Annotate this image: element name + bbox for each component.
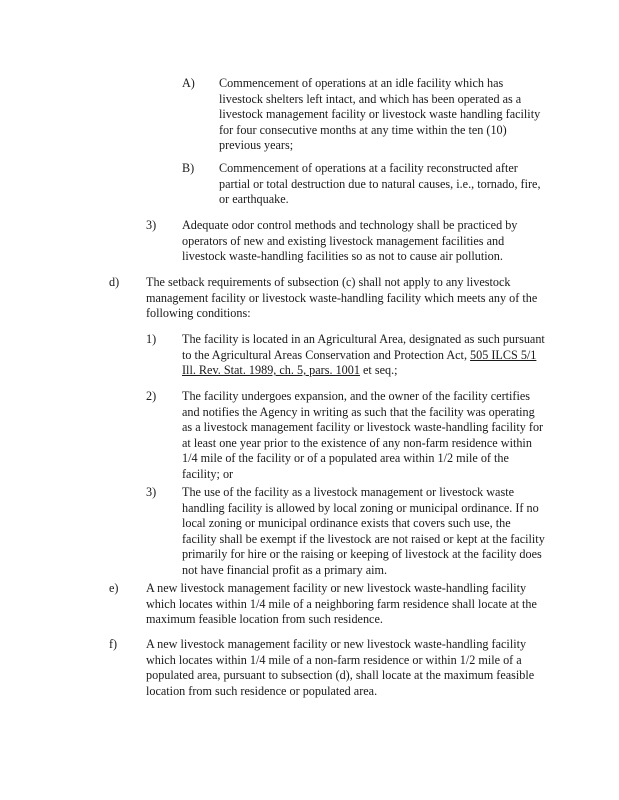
text-segment: to the Agricultural Areas Conservation and Protection Act,: [182, 347, 467, 362]
text-line: livestock waste-handling facilities so as not to cause air pollution.: [182, 249, 503, 264]
item-text: [182, 218, 517, 265]
statute-citation: 505 ILCS 5/1: [470, 347, 537, 362]
text-line: local zoning or municipal ordinance exists that covers such use, the: [182, 516, 511, 531]
item-label: 3): [146, 485, 157, 499]
text-line: [182, 363, 545, 379]
text-line: facility; or: [182, 466, 234, 481]
item-text: [146, 275, 537, 322]
text-line: primarily for hire or the raising or keeping of livestock at the facility does: [182, 547, 542, 562]
item-label: d): [109, 275, 120, 289]
text-line: previous years;: [219, 138, 294, 153]
text-line: which locates within 1/4 mile of a non-farm residence or within 1/2 mile of a: [146, 652, 522, 667]
text-line: operators of new and existing livestock management facilities and: [182, 233, 505, 248]
text-line: The facility is located in an Agricultural Area, designated as such pursuant: [182, 332, 545, 346]
item-text: [182, 332, 545, 379]
item-text: [182, 485, 545, 579]
text-line: or earthquake.: [219, 192, 289, 207]
text-line: location from such residence or populated area.: [146, 683, 378, 698]
text-line: following conditions:: [146, 306, 251, 321]
text-line: livestock shelters left intact, and which has been operated as a: [219, 91, 522, 106]
item-label: f): [109, 637, 118, 651]
item-text: [146, 637, 534, 699]
item-label: e): [109, 581, 119, 595]
text-segment: et seq.;: [363, 363, 398, 378]
text-line: A new livestock management facility or new livestock waste-handling facility: [146, 637, 527, 651]
text-line: Adequate odor control methods and technology shall be practiced by: [182, 218, 518, 232]
text-line: management facility or livestock waste-handling facility which meets any of the: [146, 290, 538, 305]
item-label: 2): [146, 389, 157, 403]
text-line: [182, 348, 545, 364]
item-text: [219, 76, 540, 154]
item-label: B): [182, 161, 195, 175]
text-line: as a livestock management facility or livestock waste-handling facility for: [182, 420, 544, 435]
text-line: for four consecutive months at any time within the ten (10): [219, 122, 507, 137]
text-line: at least one year prior to the existence of any non-farm residence within: [182, 435, 532, 450]
text-line: maximum feasible location from such residence.: [146, 612, 383, 627]
item-label: 1): [146, 332, 157, 346]
text-line: A new livestock management facility or new livestock waste-handling facility: [146, 581, 527, 595]
item-text: [182, 389, 543, 483]
text-line: facility shall be exempt if the livestock are not raised or kept at the facility: [182, 531, 545, 546]
item-label: A): [182, 76, 195, 90]
text-line: not have financial profit as a primary aim.: [182, 562, 388, 577]
item-text: [219, 161, 541, 208]
item-text: [146, 581, 537, 628]
text-line: Commencement of operations at a facility reconstructed after: [219, 161, 518, 175]
text-line: The setback requirements of subsection (c) shall not apply to any livestock: [146, 275, 511, 289]
text-line: Commencement of operations at an idle facility which has: [219, 76, 504, 90]
text-line: The use of the facility as a livestock management or livestock waste: [182, 485, 514, 499]
text-line: livestock management facility or livestock waste handling facility: [219, 107, 541, 122]
text-line: which locates within 1/4 mile of a neighboring farm residence shall locate at the: [146, 596, 537, 611]
text-line: populated area, pursuant to subsection (d), shall locate at the maximum feasible: [146, 668, 535, 683]
text-line: partial or total destruction due to natural causes, i.e., tornado, fire,: [219, 176, 541, 191]
item-label: 3): [146, 218, 157, 232]
text-line: The facility undergoes expansion, and the owner of the facility certifies: [182, 389, 531, 403]
text-line: 1/4 mile of the facility or of a populated area within 1/2 mile of the: [182, 451, 509, 466]
text-line: and notifies the Agency in writing as such that the facility was operating: [182, 404, 535, 419]
text-line: handling facility is allowed by local zoning or municipal ordinance. If no: [182, 500, 539, 515]
statute-citation: Ill. Rev. Stat. 1989, ch. 5, pars. 1001: [182, 363, 360, 378]
